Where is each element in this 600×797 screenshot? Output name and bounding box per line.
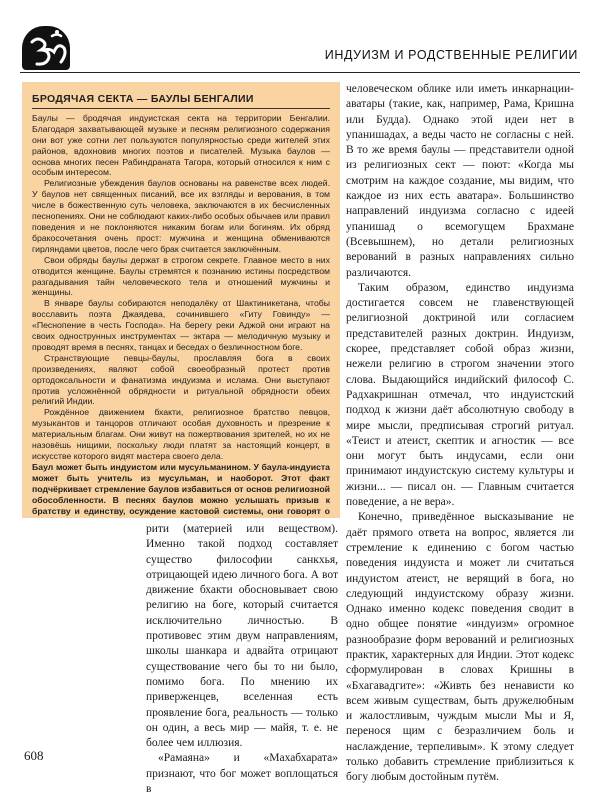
body-paragraph: Таким образом, единство индуизма достигается совсем не главенствующей религиозной доктриной или согласием представителей разных доктрин. Индуизм, скорее, представляет собой образ жизни, нежели религию в строгом значении этого слова. Выдающийся индийский философ С. Радхакришнан отмечал, что индуистский подход к жизни даёт абсолютную свободу в мире мысли, предписывая строгий ритуал. «Теист и атеист, скептик и агностик — все они могут быть индусами, если они принимают индуистскую систему культуры и жизни... — писал он. — Главным считается поведение, а не вера». [346, 281, 574, 509]
sidebar-paragraph: Странствующие певцы-баулы, прославляя бога в своих произведениях, являют собой своеобразный протест против ортодоксальности и фанатизма индуизма и ислама. Они выступают против усложнённой обрядности и ритуальной обрядности обеих религий Индии. [32, 352, 330, 407]
sidebar-paragraph: Рождённое движением бхакти, религиозное братство певцов, музыкантов и танцоров отличают особая духовность и презрение к материальным благам. Они живут на пожертвования зрителей, но их не назовёшь нищими, поскольку люди платят за настоящий концерт, в искусстве которого видят мастера своего дела. [32, 407, 330, 461]
sidebar-paragraph: Религиозные убеждения баулов основаны на равенстве всех людей. У баулов нет священных писаний, все их взгляды и верования, в том числе в божественную суть человека, заключаются в их бесчисленных песнопениях. Они не соблюдают каких-либо особых обычаев или правил поведения и не поклоняются никаким богам или богиням. Их обряд бракосочетания очень прост: мужчина и женщина обмениваются гирляндами цветов, после чего брак считается заключённым. [32, 178, 330, 254]
body-paragraph: человеческом облике или иметь инкарнации-аватары (такие, как, например, Рама, Кришна или Будда). Однако этой идеи нет в упанишадах, а веды часто не согласны с ней. В то же время баулы — представители одной из религиозных сект — поют: «Когда мы смотрим на каждое создание, мы видим, что каждое из них есть аватара». Большинство направлений индуизма согласно с идеей упанишад о всемогущем Брахмане (Всевышнем), но детали религиозных верований в разных направлениях сильно различаются. [346, 83, 574, 279]
running-head: ИНДУИЗМ И РОДСТВЕННЫЕ РЕЛИГИИ [324, 48, 578, 62]
page-number: 608 [24, 748, 44, 763]
sidebar-paragraph: Свои обряды баулы держат в строгом секрете. Главное место в них отводится женщине. Баулы стремятся к познанию истины посредством разгадывания тайн человеческого тела и отношений мужчины и женщины. [32, 254, 330, 298]
sidebar-paragraph: В январе баулы собираются неподалёку от Шактиникетана, чтобы восславить поэта Джаядева, сочинившего «Гиту Говинду» — «Песнопение в честь Господа». На берегу реки Аджой они играют на своих однострунных инструментах — эктара — мелодичную музыку и проводят время в песнях, танцах и беседах о безличностном боге. [32, 298, 330, 352]
sidebar-paragraph: Баулы — бродячая индуистская секта на территории Бенгалии. Благодаря захватывающей музыке и песням религиозного содержания они вот уже сотни лет пользуются популярностью среди жителей этих районов, вдохновив многих поэтов и писателей. Музыка баулов — основа многих песен Рабиндраната Тагора, который относился к ним с особым интересом. [32, 112, 330, 178]
right-column [346, 82, 574, 786]
body-paragraph: «Рамаяна» и «Махабхарата» признают, что бог может воплощаться в [146, 752, 338, 796]
om-symbol-glyph [22, 26, 70, 70]
header-rule [20, 72, 580, 73]
body-paragraph: рити (материей или веществом). Именно такой подход составляет существо философии санкхья, отрицающей идею личного бога. А вот движение бхакти обосновывает свою религию на боге, который считается исключительно личностью. В противовес этим двум направлениям, школы шанкара и адвайта отрицают существование чего бы то ни было, помимо бога. По мнению их приверженцев, вселенная есть проявление бога, реальность — только он один, а весь мир — майя, т. е. не более чем иллюзия. [146, 523, 338, 750]
sidebar-bold-paragraph: Баул может быть индуистом или мусульманином. У баула-индуиста может быть учитель из мусульман, и наоборот. Этот факт подчёркивает стремление баулов избавиться от основ религиозной обособленности. В песнях баулов можно услышать призыв к братству и единству, осуждение кастовой системы, они говорят о [32, 461, 330, 516]
body-paragraph: Конечно, приведённое высказывание не даёт прямого ответа на вопрос, является ли стремление к единению с богом частью поведения индуиста и может ли считаться индуистом атеист, не верящий в бога, но следующий индуистскому образу жизни. Однако именно кодекс поведения сводит в одно общее понятие «индуизм» огромное разнообразие форм верований и религиозных практик, характерных для Индии. Этот кодекс сформулирован в словах Кришны в «Бхагавадгите»: «Живть без ненависти ко всем живым существам, быть дружелюбным и жалостливым, чуждым мысли Мы и Я, перенося щим с безразличием боль и наслаждение, терпеливым». К этому следует только добавить стремление приблизиться к богу любым достойным путём. [346, 511, 574, 784]
sidebar-title: БРОДЯЧАЯ СЕКТА — БАУЛЫ БЕНГАЛИИ [32, 93, 254, 105]
sidebar-box [22, 82, 340, 518]
om-symbol-icon [22, 26, 70, 70]
sidebar-title-rule [32, 108, 330, 109]
bottom-left-column [146, 522, 338, 797]
